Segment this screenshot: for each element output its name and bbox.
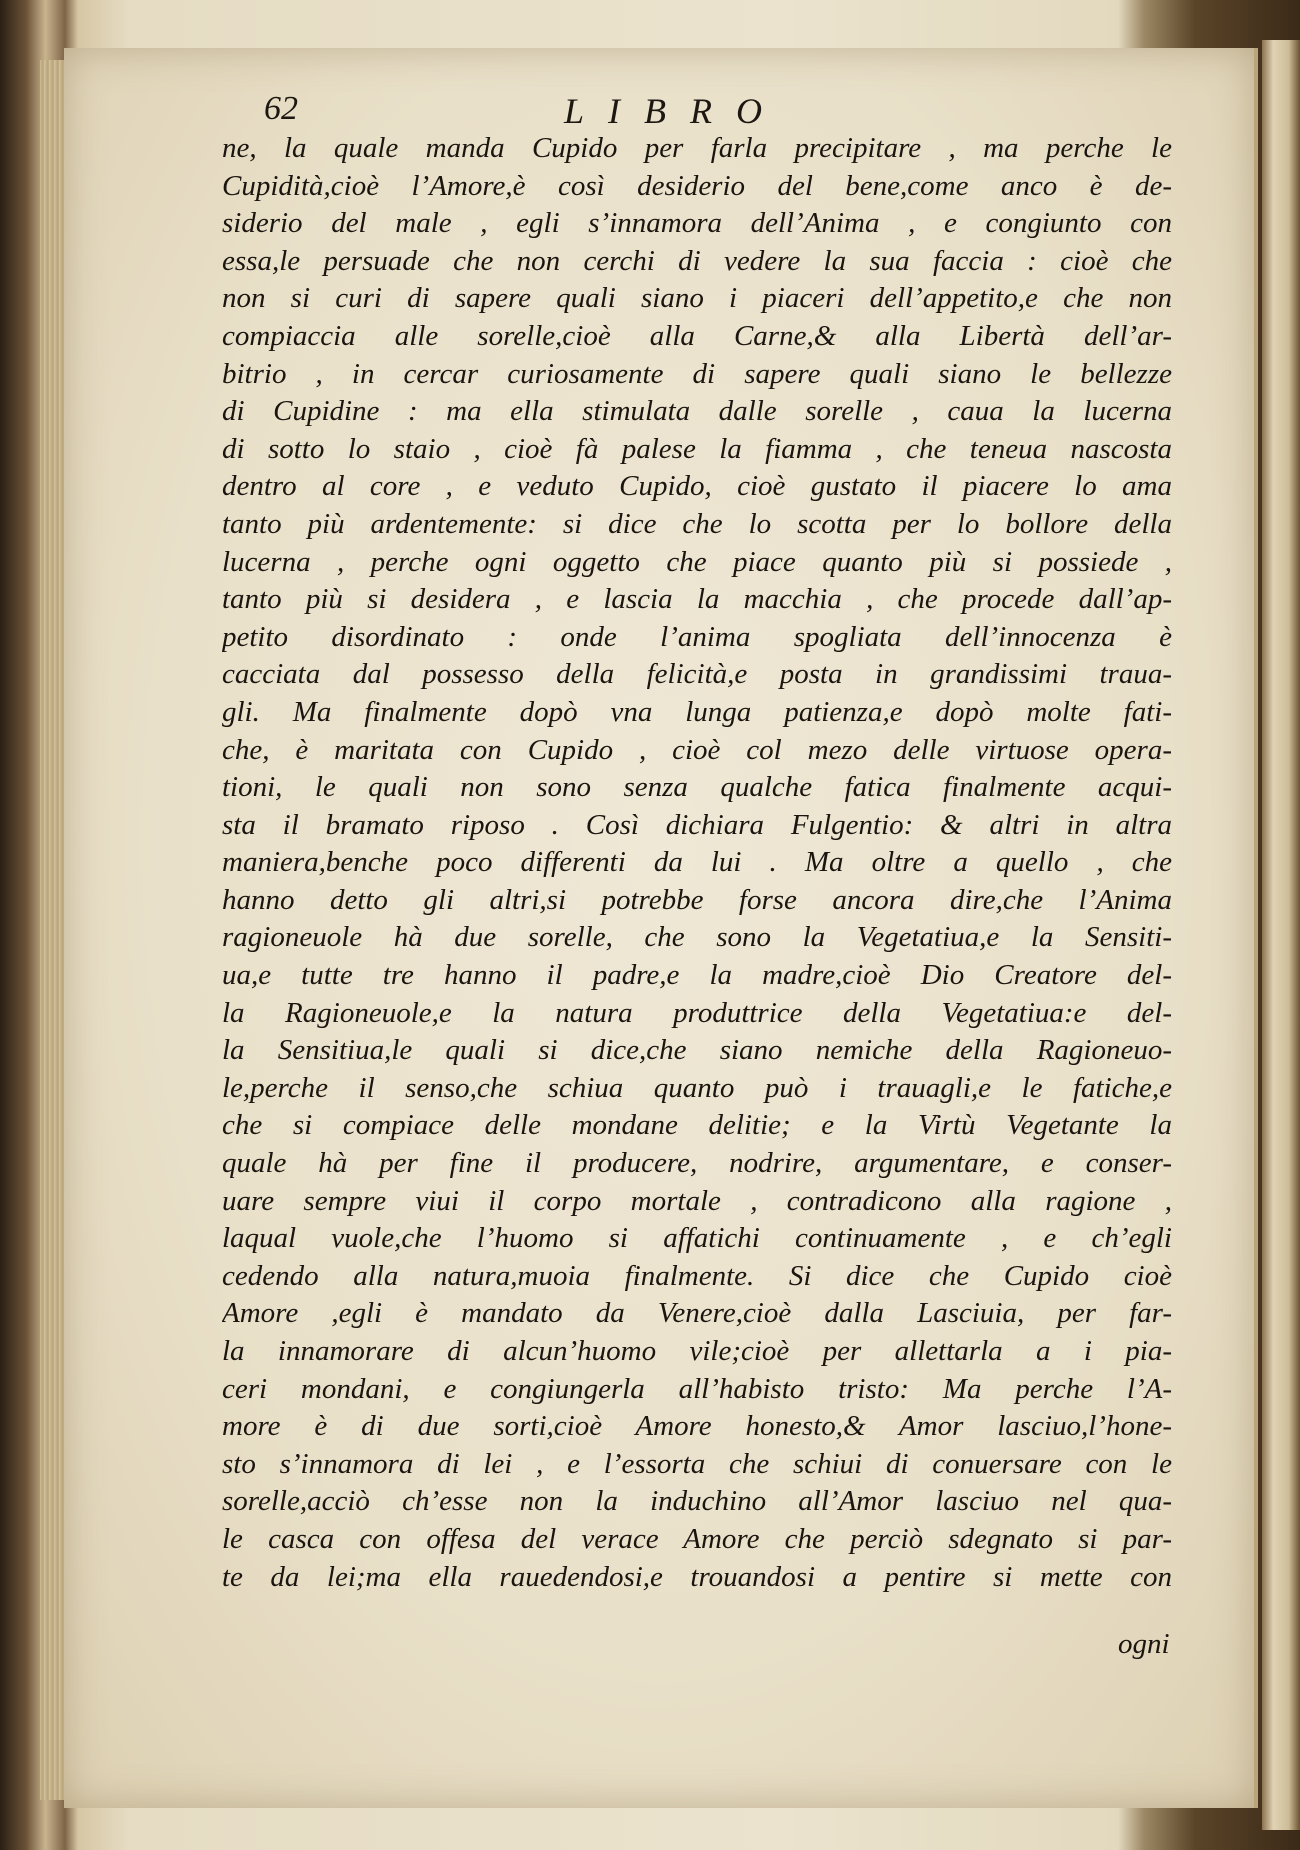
text-line: ne, la quale manda Cupido per farla precipitare , ma perche le: [222, 132, 1172, 164]
text-line: cacciata dal possesso della felicità,e posta in grandissimi traua-: [222, 658, 1172, 691]
text-line: quale hà per fine il producere, nodrire, argumentare, e conser-: [222, 1147, 1172, 1180]
text-line: ua,e tutte tre hanno il padre,e la madre,cioè Dio Creatore del-: [222, 959, 1172, 992]
text-line: te da lei;ma ella rauedendosi,e trouandosi a pentire si mette con: [222, 1560, 1172, 1593]
running-head: LIBRO: [564, 91, 786, 131]
text-line: petito disordinato : onde l’anima spogliata dell’innocenza è: [222, 620, 1172, 653]
text-line: ragioneuole hà due sorelle, che sono la Vegetatiua,e la Sensiti-: [222, 921, 1172, 954]
catchword: ogni: [1118, 1628, 1170, 1660]
text-line: dentro al core , e veduto Cupido, cioè gustato il piacere lo ama: [222, 470, 1172, 503]
text-line: gli. Ma finalmente dopò vna lunga patienza,e dopò molte fati-: [222, 695, 1172, 728]
text-line: non si curi di sapere quali siano i piaceri dell’appetito,e che non: [222, 282, 1172, 315]
page-header: [200, 90, 1200, 130]
text-line: lucerna , perche ogni oggetto che piace quanto più si possiede ,: [222, 545, 1172, 578]
text-line: sorelle,acciò ch’esse non la induchino all’Amor lasciuo nel qua-: [222, 1485, 1172, 1518]
text-line: che si compiace delle mondane delitie; e la Virtù Vegetante la: [222, 1109, 1172, 1142]
text-line: tioni, le quali non sono senza qualche fatica finalmente acqui-: [222, 771, 1172, 804]
text-line: tanto più ardentemente: si dice che lo scotta per lo bollore della: [222, 507, 1172, 540]
text-line: laqual vuole,che l’huomo si affatichi continuamente , e ch’egli: [222, 1222, 1172, 1255]
text-line: maniera,benche poco differenti da lui . Ma oltre a quello , che: [222, 846, 1172, 879]
text-line: che, è maritata con Cupido , cioè col mezo delle virtuose opera-: [222, 733, 1172, 766]
text-line: la Sensitiua,le quali si dice,che siano nemiche della Ragioneuo-: [222, 1034, 1172, 1067]
text-line: la innamorare di alcun’huomo vile;cioè per allettarla a i pia-: [222, 1335, 1172, 1367]
text-line: tanto più si desidera , e lascia la macchia , che procede dall’ap-: [222, 583, 1172, 616]
text-line: Cupidità,cioè l’Amore,è così desiderio del bene,come anco è de-: [222, 169, 1172, 202]
text-line: sto s’innamora di lei , e l’essorta che schiui di conuersare con le: [222, 1447, 1172, 1480]
text-line: hanno detto gli altri,si potrebbe forse ancora dire,che l’Anima: [222, 883, 1172, 916]
text-line: di sotto lo staio , cioè fà palese la fiamma , che teneua nascosta: [222, 432, 1172, 465]
page-number: 62: [264, 90, 298, 127]
text-line: la Ragioneuole,e la natura produttrice della Vegetatiua:e del-: [222, 996, 1172, 1029]
text-line: compiaccia alle sorelle,cioè alla Carne,& alla Libertà dell’ar-: [222, 319, 1172, 352]
text-line: bitrio , in cercar curiosamente di sapere quali siano le bellezze: [222, 357, 1172, 390]
text-line: cedendo alla natura,muoia finalmente. Si dice che Cupido cioè: [222, 1259, 1172, 1292]
text-line: ceri mondani, e congiungerla all’habisto tristo: Ma perche l’A-: [222, 1372, 1172, 1405]
text-line: siderio del male , egli s’innamora dell’Anima , e congiunto con: [222, 207, 1172, 240]
body-text: [222, 130, 1172, 1596]
text-line: le,perche il senso,che schiua quanto può i trauagli,e le fatiche,e: [222, 1071, 1172, 1104]
text-line: more è di due sorti,cioè Amore honesto,& Amor lasciuo,l’hone-: [222, 1410, 1172, 1443]
text-line: di Cupidine : ma ella stimulata dalle sorelle , caua la lucerna: [222, 395, 1172, 428]
text-line: le casca con offesa del verace Amore che perciò sdegnato si par-: [222, 1522, 1172, 1555]
text-line: essa,le persuade che non cerchi di vedere la sua faccia : cioè che: [222, 244, 1172, 277]
facing-page-edge: [1262, 40, 1300, 1830]
text-line: Amore ,egli è mandato da Venere,cioè dalla Lasciuia, per far-: [222, 1297, 1172, 1330]
text-line: sta il bramato riposo . Così dichiara Fulgentio: & altri in altra: [222, 808, 1172, 841]
text-line: uare sempre viui il corpo mortale , contradicono alla ragione ,: [222, 1184, 1172, 1217]
stacked-page-edges: [40, 60, 64, 1800]
